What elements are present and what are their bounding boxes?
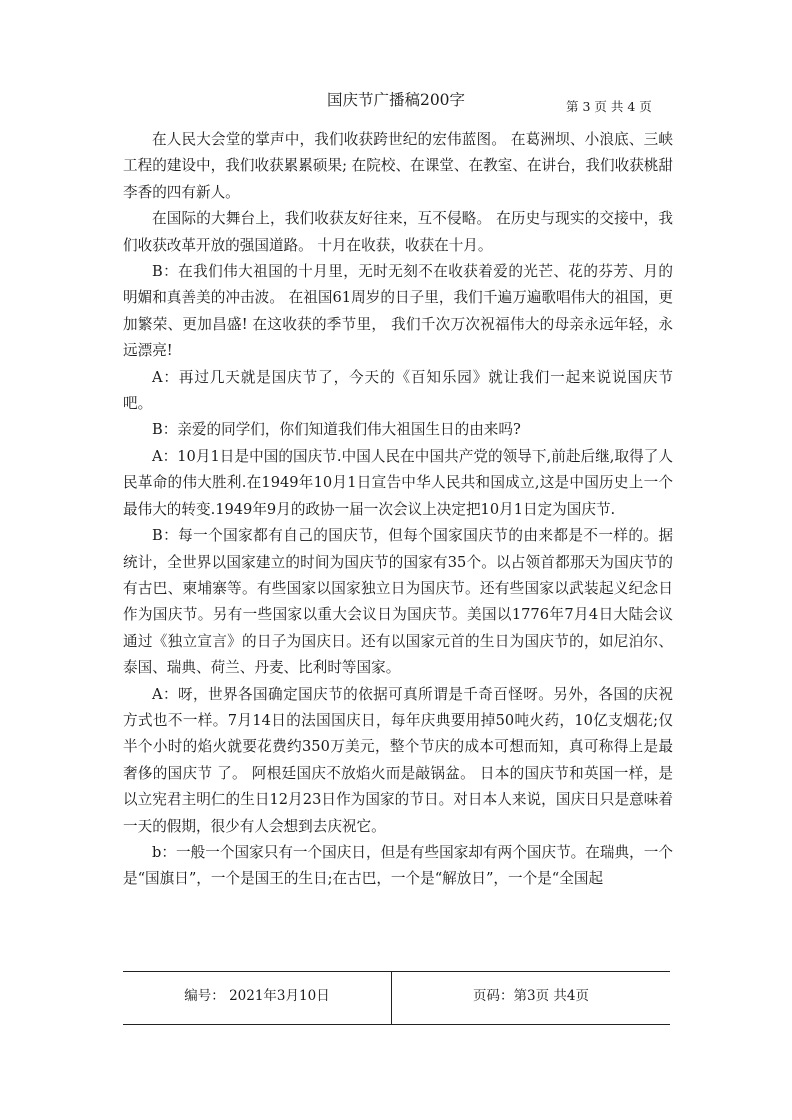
paragraph-2: 在国际的大舞台上，我们收获友好往来，互不侵略。 在历史与现实的交接中，我们收获改革开放的强国道路。 十月在收获，收获在十月。	[123, 210, 673, 254]
footer-table	[123, 971, 670, 1025]
page-counter: 第 3 页 共 4 页	[566, 99, 652, 114]
document-body	[123, 127, 673, 893]
paragraph-9: b：一般一个国家只有一个国庆日，但是有些国家却有两个国庆节。在瑞典，一个是“国旗日”，一个是国王的生日;在古巴，一个是“解放日”，一个是“全国起	[123, 843, 673, 888]
footer-page-number: 页码：第3页 共4页	[473, 988, 589, 1004]
paragraph-1: 在人民大会堂的掌声中，我们收获跨世纪的宏伟蓝图。 在葛洲坝、小浪底、三峡工程的建设中，我们收获累累硕果; 在院校、在课堂、在教室、在讲台，我们收获桃甜李香的四有新人。	[123, 131, 673, 201]
paragraph-4: A：再过几天就是国庆节了，今天的《百知乐园》就让我们一起来说说国庆节吧。	[123, 368, 673, 413]
paragraph-8: A：呀，世界各国确定国庆节的依据可真所谓是千奇百怪呀。另外，各国的庆祝方式也不一样。7月14日的法国国庆日，每年庆典要用掉50吨火药，10亿支烟花;仅半个小时的焰火就要花费约350万美元，整个节庆的成本可想而知，真可称得上是最奢侈的国庆节 了。 阿根廷国庆不放焰火而是敲锅盆。 日本的国庆节和英国一样，是以立宪君主明仁的生日12月23日作为国家的节日。对日本人来说，国庆日只是意味着一天的假期，很少有人会想到去庆祝它。	[123, 685, 673, 835]
paragraph-7: B：每一个国家都有自己的国庆节，但每个国家国庆节的由来都是不一样的。据统计，全世界以国家建立的时间为国庆节的国家有35个。以占领首都那天为国庆节的有古巴、柬埔寨等。有些国家以国家独立日为国庆节。还有些国家以武装起义纪念日作为国庆节。另有一些国家以重大会议日为国庆节。美国以1776年7月4日大陆会议通过《独立宣言》的日子为国庆日。还有以国家元首的生日为国庆节的，如尼泊尔、泰国、瑞典、荷兰、丹麦、比利时等国家。	[123, 527, 673, 677]
paragraph-3: B：在我们伟大祖国的十月里，无时无刻不在收获着爱的光芒、花的芬芳、月的明媚和真善美的冲击波。 在祖国61周岁的日子里，我们千遍万遍歌唱伟大的祖国，更加繁荣、更加昌盛! 在这收获的季节里， 我们千次万次祝福伟大的母亲永远年轻，永远漂亮!	[123, 263, 673, 360]
paragraph-5: B：亲爱的同学们，你们知道我们伟大祖国生日的由来吗?	[152, 421, 521, 439]
paragraph-6: A：10月1日是中国的国庆节.中国人民在中国共产党的领导下,前赴后继,取得了人民革命的伟大胜利.在1949年10月1日宣告中华人民共和国成立,这是中国历史上一个最伟大的转变.1949年9月的政协一届一次会议上决定把10月1日定为国庆节.	[123, 447, 673, 518]
footer-number: 编号： 2021年3月10日	[184, 988, 330, 1004]
document-title: 国庆节广播稿200字	[326, 91, 466, 109]
